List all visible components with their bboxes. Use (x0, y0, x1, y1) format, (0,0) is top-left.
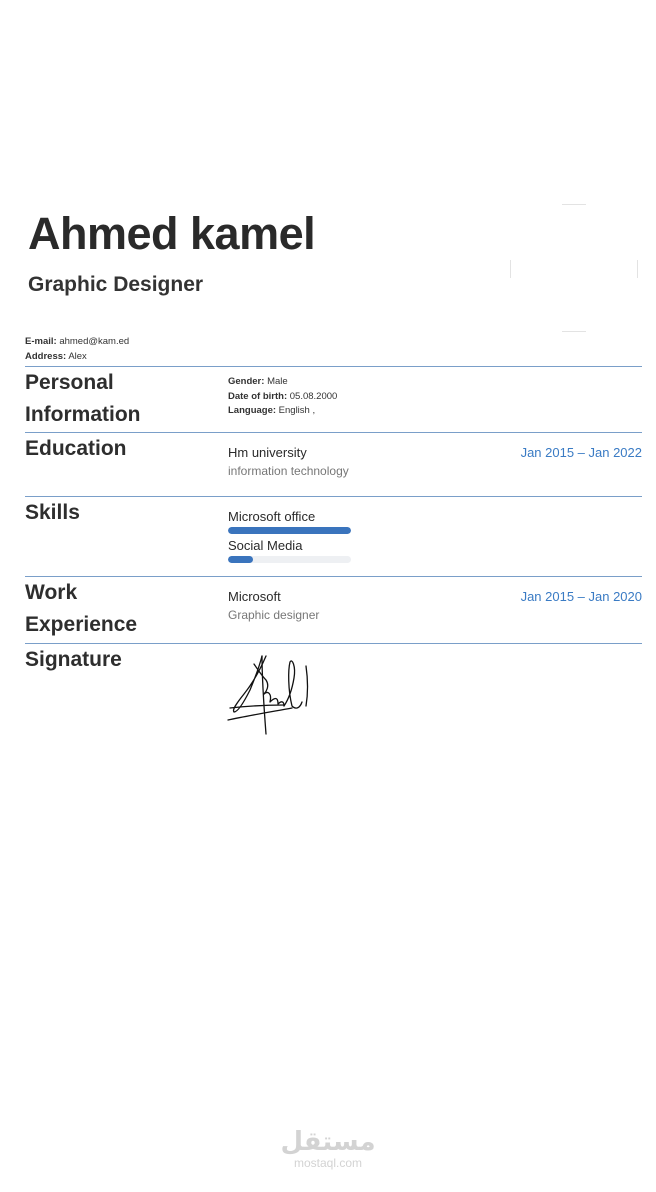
skill-label: Microsoft office (228, 509, 316, 524)
section-divider (25, 496, 642, 497)
skill-bar-fill (228, 527, 351, 534)
education-field: information technology (228, 464, 349, 478)
dob-value: 05.08.2000 (289, 391, 338, 402)
education-dates: Jan 2015 – Jan 2022 (520, 445, 642, 460)
work-company: Microsoft (228, 589, 281, 604)
address-value: Alex (68, 351, 87, 362)
language-label: Language: (228, 405, 277, 416)
education-school: Hm university (228, 445, 307, 460)
contact-email (25, 336, 129, 347)
work-role: Graphic designer (228, 608, 320, 622)
gender-label: Gender: (228, 376, 265, 387)
section-title-skills: Skills (25, 501, 80, 524)
dob-label: Date of birth: (228, 391, 288, 402)
section-title-line: Experience (25, 613, 138, 636)
job-title: Graphic Designer (28, 273, 204, 296)
section-title-line: Information (25, 403, 141, 426)
skill-bar (228, 527, 351, 534)
contact-address (25, 351, 87, 362)
language-value: English , (278, 405, 316, 416)
address-label: Address: (25, 351, 67, 362)
skill-bar (228, 556, 351, 563)
work-dates: Jan 2015 – Jan 2020 (520, 589, 642, 604)
watermark-latin: mostaql.com (293, 1156, 363, 1170)
handwritten-signature (222, 650, 317, 740)
detail-dob (228, 391, 337, 402)
detail-gender (228, 376, 288, 387)
detail-language (228, 405, 315, 416)
skill-label: Social Media (228, 538, 303, 553)
skill-bar-fill (228, 556, 253, 563)
section-title-personal (25, 367, 141, 431)
email-label: E-mail: (25, 336, 57, 347)
section-title-education: Education (25, 437, 127, 460)
email-value: ahmed@kam.ed (59, 336, 130, 347)
section-title-line: Personal (25, 371, 114, 394)
section-title-line: Work (25, 581, 78, 604)
section-title-work (25, 577, 137, 641)
watermark (0, 1126, 656, 1170)
watermark-arabic: مستقل (280, 1126, 376, 1156)
gender-value: Male (267, 376, 288, 387)
candidate-name: Ahmed kamel (28, 208, 316, 259)
photo-placeholder (510, 204, 638, 332)
section-title-signature: Signature (25, 648, 122, 671)
